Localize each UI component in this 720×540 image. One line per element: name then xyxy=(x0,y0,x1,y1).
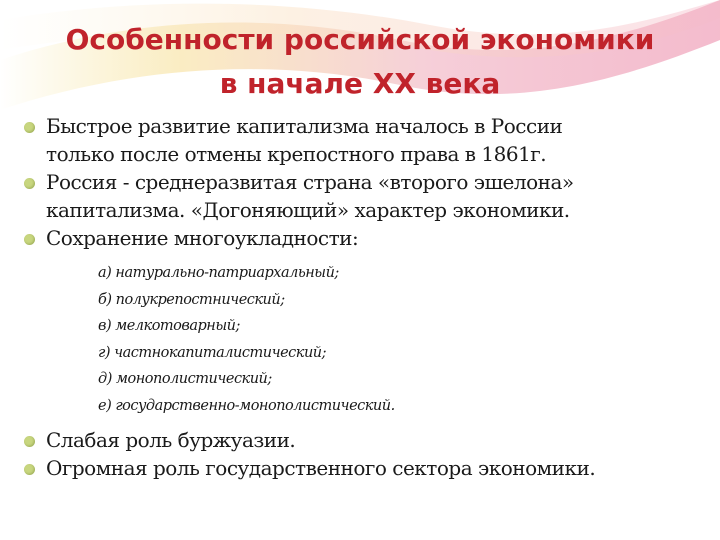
sub-list-item: д) монополистический; xyxy=(98,371,272,388)
bullet-item xyxy=(22,454,712,482)
sub-list-item: е) государственно-монополистический. xyxy=(98,397,395,414)
bullet-text-line: Огромная роль государственного сектора экономики. xyxy=(46,455,596,480)
bullet-text-line: капитализма. «Догоняющий» характер экономики. xyxy=(46,198,570,222)
slide-title xyxy=(20,18,700,106)
bullet-dot-icon xyxy=(24,436,35,447)
bullet-dot-icon xyxy=(24,234,35,245)
slide-title-line-2: в начале XX века xyxy=(219,67,501,100)
sub-list-item: а) натурально-патриархальный; xyxy=(98,265,339,281)
sub-list-item: г) частнокапиталистический; xyxy=(98,344,327,361)
bullet-item xyxy=(22,224,712,420)
sub-list-item: б) полукрепостнический; xyxy=(98,291,285,308)
bullet-text-line: Сохранение многоукладности: xyxy=(46,226,359,250)
bullet-dot-icon xyxy=(24,464,35,475)
economic-structures-list xyxy=(98,260,712,420)
bullet-item xyxy=(22,112,712,168)
sub-list-item: в) мелкотоварный; xyxy=(98,318,240,335)
bullet-item xyxy=(22,426,712,454)
bullet-text-line: Быстрое развитие капитализма началось в России xyxy=(46,114,563,138)
bullet-text-line: Слабая роль буржуазии. xyxy=(46,427,296,452)
bullet-text-line: только после отмены крепостного права в 1861г. xyxy=(46,142,547,166)
bullet-text-line: Россия - среднеразвитая страна «второго эшелона» xyxy=(46,170,574,194)
bullet-dot-icon xyxy=(24,122,35,133)
bullet-dot-icon xyxy=(24,178,35,189)
bullet-list xyxy=(22,112,712,482)
bullet-item xyxy=(22,168,712,224)
slide-title-line-1: Особенности российской экономики xyxy=(65,23,655,56)
